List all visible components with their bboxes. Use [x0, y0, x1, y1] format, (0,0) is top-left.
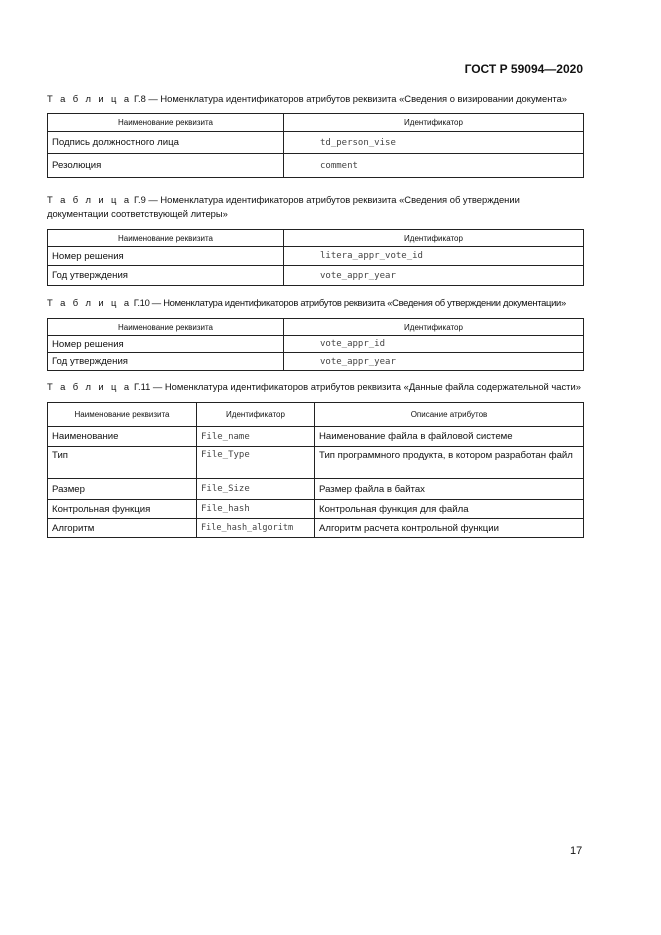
column-header: Идентификатор: [284, 319, 584, 336]
table-row: [48, 353, 584, 371]
column-header: Наименование реквизита: [48, 230, 284, 247]
attribute-name: Тип: [48, 447, 197, 479]
attribute-identifier: File_hash: [197, 500, 315, 519]
table-g9-caption: [47, 193, 583, 221]
table-g10: [47, 318, 584, 371]
attribute-description: Контрольная функция для файла: [315, 500, 584, 519]
attribute-name: Размер: [48, 479, 197, 500]
attribute-identifier: litera_appr_vote_id: [284, 247, 584, 266]
page-number: 17: [570, 845, 583, 857]
table-row: [48, 427, 584, 447]
attribute-name: Номер решения: [48, 336, 284, 353]
table-row: [48, 500, 584, 519]
table-label: Т а б л и ц а: [47, 194, 132, 205]
caption-text: Г.8 — Номенклатура идентификаторов атрибутов реквизита «Сведения о визировании документа»: [131, 93, 568, 104]
table-row: [48, 154, 584, 178]
attribute-description: Наименование файла в файловой системе: [315, 427, 584, 447]
table-row: [48, 132, 584, 154]
attribute-description: Размер файла в байтах: [315, 479, 584, 500]
attribute-name: Наименование: [48, 427, 197, 447]
document-standard-number: ГОСТ Р 59094—2020: [464, 62, 583, 76]
table-g11-caption: [47, 380, 583, 394]
attribute-name: Резолюция: [48, 154, 284, 178]
table-label: Т а б л и ц а: [47, 93, 132, 104]
attribute-identifier: File_hash_algoritm: [197, 519, 315, 538]
table-g11: [47, 402, 584, 538]
column-header: Наименование реквизита: [48, 319, 284, 336]
table-row: [48, 266, 584, 286]
attribute-description: Тип программного продукта, в котором разработан файл: [315, 447, 584, 479]
attribute-identifier: File_Type: [197, 447, 315, 479]
caption-text: Г.10 — Номенклатура идентификаторов атрибутов реквизита «Сведения об утверждении документации»: [131, 297, 566, 308]
column-header: Наименование реквизита: [48, 114, 284, 132]
attribute-identifier: comment: [284, 154, 584, 178]
column-header: Описание атрибутов: [315, 403, 584, 427]
caption-text: Г.11 — Номенклатура идентификаторов атрибутов реквизита «Данные файла содержательной части»: [131, 381, 581, 392]
table-label: Т а б л и ц а: [47, 297, 132, 308]
attribute-name: Год утверждения: [48, 266, 284, 286]
table-g8: [47, 113, 584, 178]
attribute-name: Алгоритм: [48, 519, 197, 538]
table-label: Т а б л и ц а: [47, 381, 132, 392]
table-row: [48, 447, 584, 479]
table-row: [48, 479, 584, 500]
attribute-identifier: vote_appr_year: [284, 353, 584, 371]
column-header: Идентификатор: [284, 114, 584, 132]
attribute-identifier: File_name: [197, 427, 315, 447]
column-header: Идентификатор: [284, 230, 584, 247]
attribute-identifier: File_Size: [197, 479, 315, 500]
attribute-name: Номер решения: [48, 247, 284, 266]
table-g9: [47, 229, 584, 286]
table-g8-caption: [47, 92, 583, 106]
attribute-identifier: td_person_vise: [284, 132, 584, 154]
table-g10-caption: [47, 296, 583, 310]
attribute-name: Контрольная функция: [48, 500, 197, 519]
attribute-description: Алгоритм расчета контрольной функции: [315, 519, 584, 538]
table-row: [48, 519, 584, 538]
column-header: Идентификатор: [197, 403, 315, 427]
attribute-identifier: vote_appr_year: [284, 266, 584, 286]
attribute-name: Год утверждения: [48, 353, 284, 371]
table-row: [48, 336, 584, 353]
column-header: Наименование реквизита: [48, 403, 197, 427]
attribute-name: Подпись должностного лица: [48, 132, 284, 154]
caption-text: Г.9 — Номенклатура идентификаторов атрибутов реквизита «Сведения об утверждении документации соответствующей литеры»: [47, 194, 520, 219]
table-row: [48, 247, 584, 266]
attribute-identifier: vote_appr_id: [284, 336, 584, 353]
